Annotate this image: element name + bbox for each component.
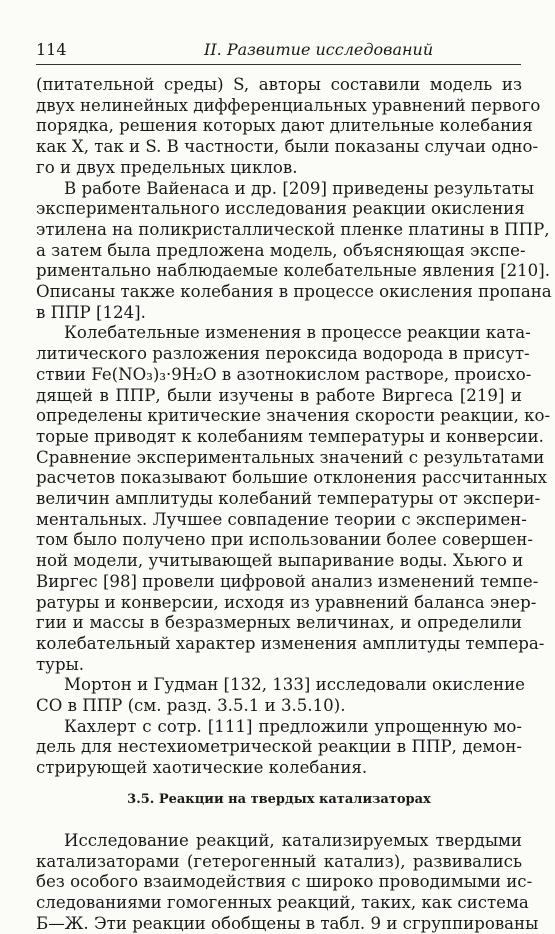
text-line: том было получено при использовании более совершен-	[36, 530, 533, 550]
text-line: без особого взаимодействия с широко проводимыми ис-	[36, 872, 533, 892]
text-line: экспериментального исследования реакции окисления	[36, 199, 525, 219]
text-line: а затем была предложена модель, объясняющая экспе-	[36, 240, 526, 260]
text-line: Описаны также колебания в процессе окисления пропана	[36, 282, 552, 301]
text-line: дящей в ППР, были изучены в работе Виргеса [219] и	[36, 385, 522, 405]
text-line: дель для нестехиометрической реакции в ППР, демон-	[36, 737, 522, 757]
text-line: го и двух предельных циклов.	[36, 157, 298, 177]
text-line: гии и массы в безразмерных величинах, и определили	[36, 613, 522, 633]
text-line: величин амплитуды колебаний температуры от экспери-	[36, 489, 541, 508]
text-line: Исследование реакций, катализируемых твердыми	[64, 830, 522, 850]
text-line: CO в ППР (см. разд. 3.5.1 и 3.5.10).	[36, 696, 346, 715]
text-line: двух нелинейных дифференциальных уравнений первого	[36, 95, 541, 115]
text-line: торые приводят к колебаниям температуры и конверсии.	[36, 426, 544, 446]
text-line: ствии Fe(NO₃)₃·9H₂O в азотнокислом растворе, происхо-	[36, 364, 532, 384]
text-line: в ППР [124].	[36, 302, 146, 322]
text-line: Колебательные изменения в процессе реакции ката-	[64, 323, 531, 343]
text-line: этилена на поликристаллической пленке платины в ППР,	[36, 219, 550, 239]
text-line: определены критические значения скорости реакции, ко-	[36, 406, 551, 426]
text-line: катализаторами (гетерогенный катализ), развивались	[36, 851, 522, 871]
text-line: (питательной среды) S, авторы составили модель из	[36, 75, 522, 94]
page-number: 114	[36, 40, 67, 59]
running-title: II. Развитие исследований	[204, 40, 434, 59]
text-line: ратуры и конверсии, исходя из уравнений баланса энер-	[36, 592, 537, 612]
section-heading: 3.5. Реакции на твердых катализаторах	[127, 791, 431, 807]
text-line: В работе Вайенаса и др. [209] приведены результаты	[64, 178, 535, 198]
text-line: Сравнение экспериментальных значений с результатами	[36, 447, 545, 467]
text-line: стрирующей хаотические колебания.	[36, 758, 368, 778]
text-line: как X, так и S. В частности, были показаны случаи одно-	[36, 137, 539, 157]
text-line: следованиями гомогенных реакций, таких, как система	[36, 892, 529, 912]
text-line: Мортон и Гудман [132, 133] исследовали окисление	[64, 675, 526, 695]
text-line: Кахлерт с сотр. [111] предложили упрощенную мо-	[64, 716, 522, 736]
text-line: Виргес [98] провели цифровой анализ изменений темпе-	[36, 571, 539, 591]
text-line: порядка, решения которых дают длительные колебания	[36, 116, 533, 136]
text-line: Б—Ж. Эти реакции обобщены в табл. 9 и сгруппированы	[36, 913, 539, 933]
text-line: ментальных. Лучшее совпадение теории с эксперимен-	[36, 509, 527, 529]
text-line: туры.	[36, 654, 85, 674]
text-line: колебательный характер изменения амплитуды темпера-	[36, 633, 545, 653]
text-line: ной модели, учитывающей выпаривание воды. Хьюго и	[36, 551, 524, 571]
page-header	[36, 38, 521, 65]
text-line: риментально наблюдаемые колебательные явления [210].	[36, 261, 550, 281]
text-line: литического разложения пероксида водорода в присут-	[36, 344, 530, 364]
text-line: расчетов показывают большие отклонения рассчитанных	[36, 468, 547, 488]
